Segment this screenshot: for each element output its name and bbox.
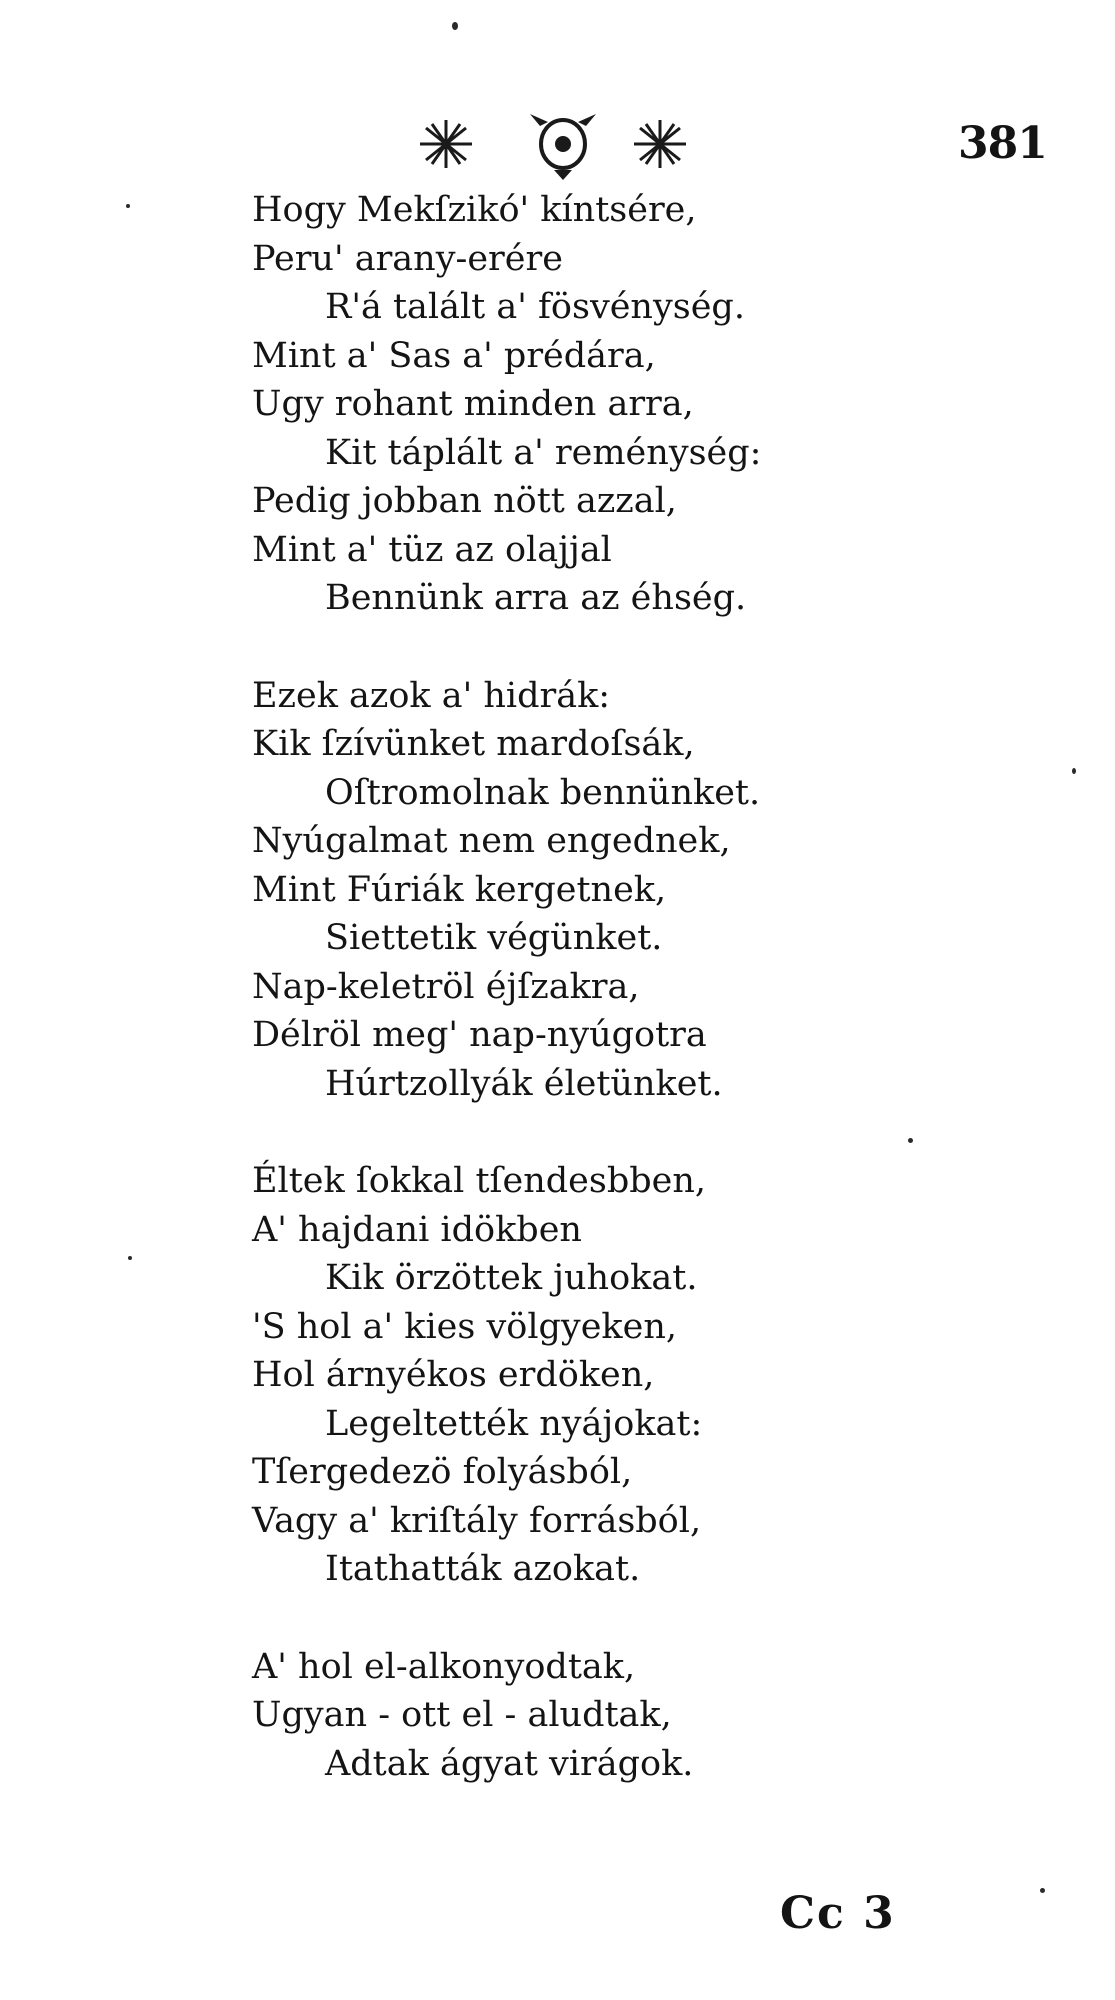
stanza xyxy=(252,186,1032,623)
poem-line: Éltek ſokkal tſendesbben, xyxy=(252,1161,707,1201)
poem-line: Ugy rohant minden arra, xyxy=(252,384,694,424)
stanza xyxy=(252,1643,1032,1789)
poem-line: Ezek azok a' hidrák: xyxy=(252,675,611,716)
poem-line: Mint a' tüz az olajjal xyxy=(252,529,612,570)
poem-line: Húrtzollyák életünket. xyxy=(325,1063,723,1104)
poem-line: Siettetik végünket. xyxy=(325,918,663,958)
poem-line: A' hol el-alkonyodtak, xyxy=(252,1646,636,1687)
signature-mark: Cc 3 xyxy=(780,1888,896,1939)
poem-line: Itathatták azokat. xyxy=(325,1549,641,1589)
ink-speck xyxy=(128,1256,132,1260)
poem-line: Vagy a' kriſtály forrásból, xyxy=(252,1500,702,1541)
ink-speck xyxy=(452,22,458,30)
stanza xyxy=(252,672,1032,1109)
poem-line: Bennünk arra az éhség. xyxy=(325,578,747,618)
poem-line: Kit táplált a' reménység: xyxy=(325,432,762,473)
poem-line: Peru' arany-erére xyxy=(252,238,563,279)
poem-line: Nyúgalmat nem engednek, xyxy=(252,821,731,861)
poem-line: Mint Fúriák kergetnek, xyxy=(252,869,667,910)
poem-line: Adtak ágyat virágok. xyxy=(325,1743,694,1784)
poem-line: Kik ſzívünket mardoſsák, xyxy=(252,724,695,764)
ink-speck xyxy=(908,1138,913,1143)
poem-line: Legeltették nyájokat: xyxy=(325,1403,703,1444)
poem-line: Ugyan - ott el - aludtak, xyxy=(252,1695,672,1735)
page-number: 381 xyxy=(958,118,1047,169)
poem-line: Hol árnyékos erdöken, xyxy=(252,1355,655,1395)
poem-line: Pedig jobban nött azzal, xyxy=(252,481,677,521)
poem-line: Délröl meg' nap-nyúgotra xyxy=(252,1015,707,1055)
poem-line: 'S hol a' kies völgyeken, xyxy=(252,1306,677,1347)
ink-speck xyxy=(1072,768,1076,774)
printers-ornament xyxy=(418,108,718,180)
poem-line: R'á talált a' fösvénység. xyxy=(325,287,745,327)
poem-line: Kik örzöttek juhokat. xyxy=(325,1258,698,1298)
ink-speck xyxy=(126,204,130,208)
poem-line: Oſtromolnak bennünket. xyxy=(325,772,761,813)
poem-line: Nap-keletröl éjſzakra, xyxy=(252,966,640,1007)
poem-line: A' hajdani idökben xyxy=(252,1209,582,1250)
poem-line: Tſergedezö folyásból, xyxy=(252,1452,633,1492)
ink-speck xyxy=(1040,1888,1045,1893)
poem-line: Hogy Mekſzikó' kíntsére, xyxy=(252,190,697,230)
poem-text xyxy=(252,186,1032,1837)
stanza xyxy=(252,1157,1032,1594)
poem-line: Mint a' Sas a' prédára, xyxy=(252,335,656,376)
